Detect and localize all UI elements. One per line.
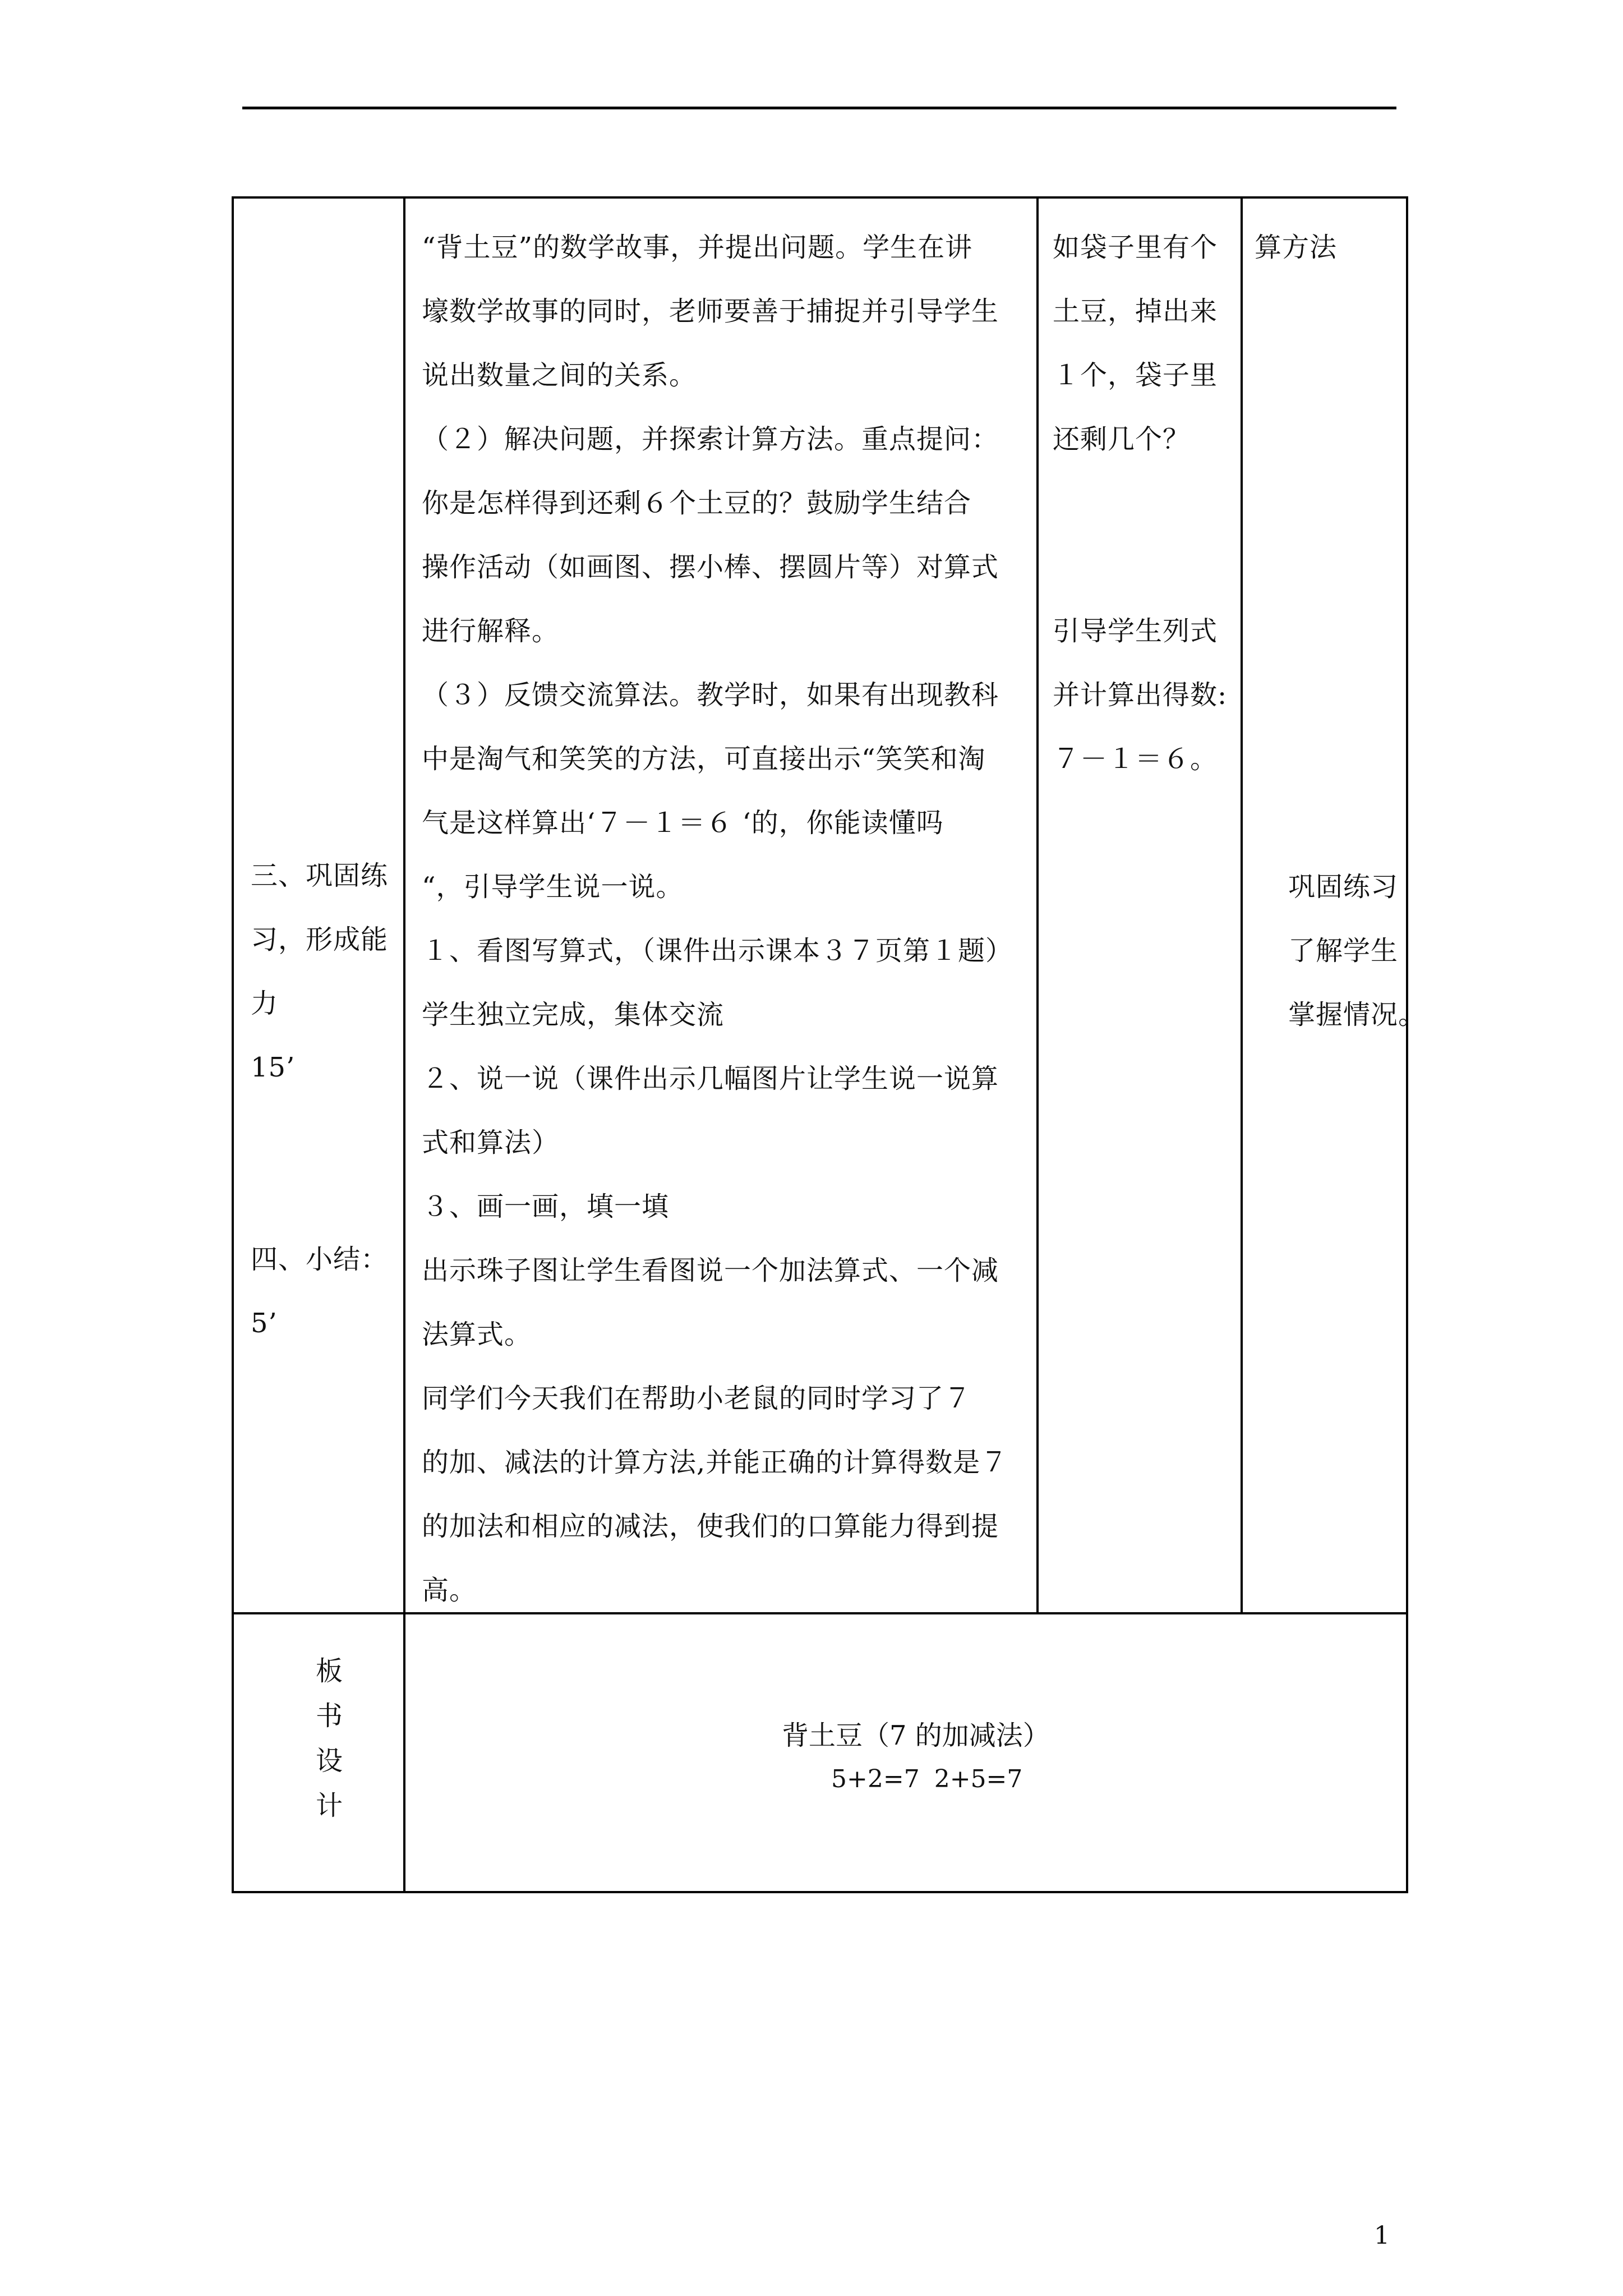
process-line: 壕数学故事的同时，老师要善于捕捉并引导学生 bbox=[422, 296, 999, 327]
process-line: ３、画一画，填一填 bbox=[422, 1191, 670, 1222]
process-line: 说出数量之间的关系。 bbox=[422, 360, 697, 391]
activity-line: ７－１＝６。 bbox=[1053, 743, 1218, 775]
lesson-plan-table bbox=[232, 196, 1426, 1893]
process-line: “背土豆”的数学故事，并提出问题。学生在讲 bbox=[422, 232, 973, 263]
stage-column bbox=[251, 844, 408, 1355]
process-line: 的加、减法的计算方法,并能正确的计算得数是７ bbox=[422, 1447, 1008, 1478]
teaching-process-column bbox=[422, 215, 1039, 1622]
process-line: 中是淘气和笑笑的方法，可直接出示“笑笑和淘 bbox=[422, 743, 986, 775]
process-line: 学生独立完成，集体交流 bbox=[422, 999, 725, 1030]
process-line: 气是这样算出‘７－１＝６ ‘的，你能读懂吗 bbox=[422, 807, 944, 839]
process-line: （３）反馈交流算法。教学时，如果有出现教科 bbox=[422, 679, 999, 711]
process-line: １、看图写算式，（课件出示课本３７页第１题） bbox=[422, 935, 1013, 967]
process-line: 的加法和相应的减法，使我们的口算能力得到提 bbox=[422, 1511, 999, 1542]
process-line: 出示珠子图让学生看图说一个加法算式、一个减 bbox=[422, 1255, 999, 1286]
intent-line: 巩固练习 bbox=[1288, 871, 1399, 903]
student-activity-column bbox=[1053, 215, 1238, 791]
activity-line: 并计算出得数: bbox=[1053, 679, 1228, 711]
process-line: 操作活动（如画图、摆小棒、摆圆片等）对算式 bbox=[422, 551, 999, 583]
board-formula: 5+2=7 2+5=7 bbox=[831, 1765, 1023, 1793]
stage-line: 三、巩固练 bbox=[251, 860, 389, 891]
intent-line: 掌握情况。 bbox=[1288, 999, 1426, 1030]
intent-line: 了解学生 bbox=[1288, 935, 1399, 967]
process-line: 式和算法） bbox=[422, 1127, 560, 1158]
process-line: “，引导学生说一说。 bbox=[422, 871, 684, 903]
board-label-char: 设 bbox=[315, 1745, 343, 1777]
design-intent-column bbox=[1255, 215, 1426, 1047]
page-number: 1 bbox=[1374, 2221, 1390, 2250]
board-title: 背土豆（7 的加减法） bbox=[782, 1720, 1050, 1751]
process-line: 进行解释。 bbox=[422, 615, 560, 647]
process-line: 你是怎样得到还剩６个土豆的？鼓励学生结合 bbox=[422, 487, 972, 519]
activity-line: 如袋子里有个 bbox=[1053, 232, 1218, 263]
stage-line: 四、小结： bbox=[251, 1244, 389, 1275]
stage-line: 15’ bbox=[251, 1052, 296, 1083]
process-line: ２、说一说（课件出示几幅图片让学生说一说算 bbox=[422, 1063, 999, 1094]
process-line: 高。 bbox=[422, 1575, 477, 1606]
activity-line: 还剩几个？ bbox=[1053, 424, 1191, 455]
activity-line: 引导学生列式 bbox=[1053, 615, 1218, 647]
intent-line: 算方法 bbox=[1255, 232, 1338, 263]
stage-line: 5’ bbox=[251, 1308, 278, 1339]
board-design-label bbox=[296, 1649, 363, 1828]
process-line: 同学们今天我们在帮助小老鼠的同时学习了７ bbox=[422, 1383, 972, 1414]
process-line: （２）解决问题，并探索计算方法。重点提问： bbox=[422, 424, 999, 455]
header-rule bbox=[242, 107, 1396, 109]
board-label-char: 板 bbox=[315, 1655, 343, 1687]
stage-line: 习，形成能 bbox=[251, 924, 389, 955]
table-divider bbox=[1241, 199, 1243, 1612]
process-line: 法算式。 bbox=[422, 1319, 532, 1350]
board-label-char: 书 bbox=[315, 1700, 343, 1732]
stage-line: 力 bbox=[251, 988, 279, 1019]
activity-line: 土豆，掉出来 bbox=[1053, 296, 1218, 327]
activity-line: １个，袋子里 bbox=[1053, 360, 1218, 391]
board-label-char: 计 bbox=[315, 1790, 343, 1821]
